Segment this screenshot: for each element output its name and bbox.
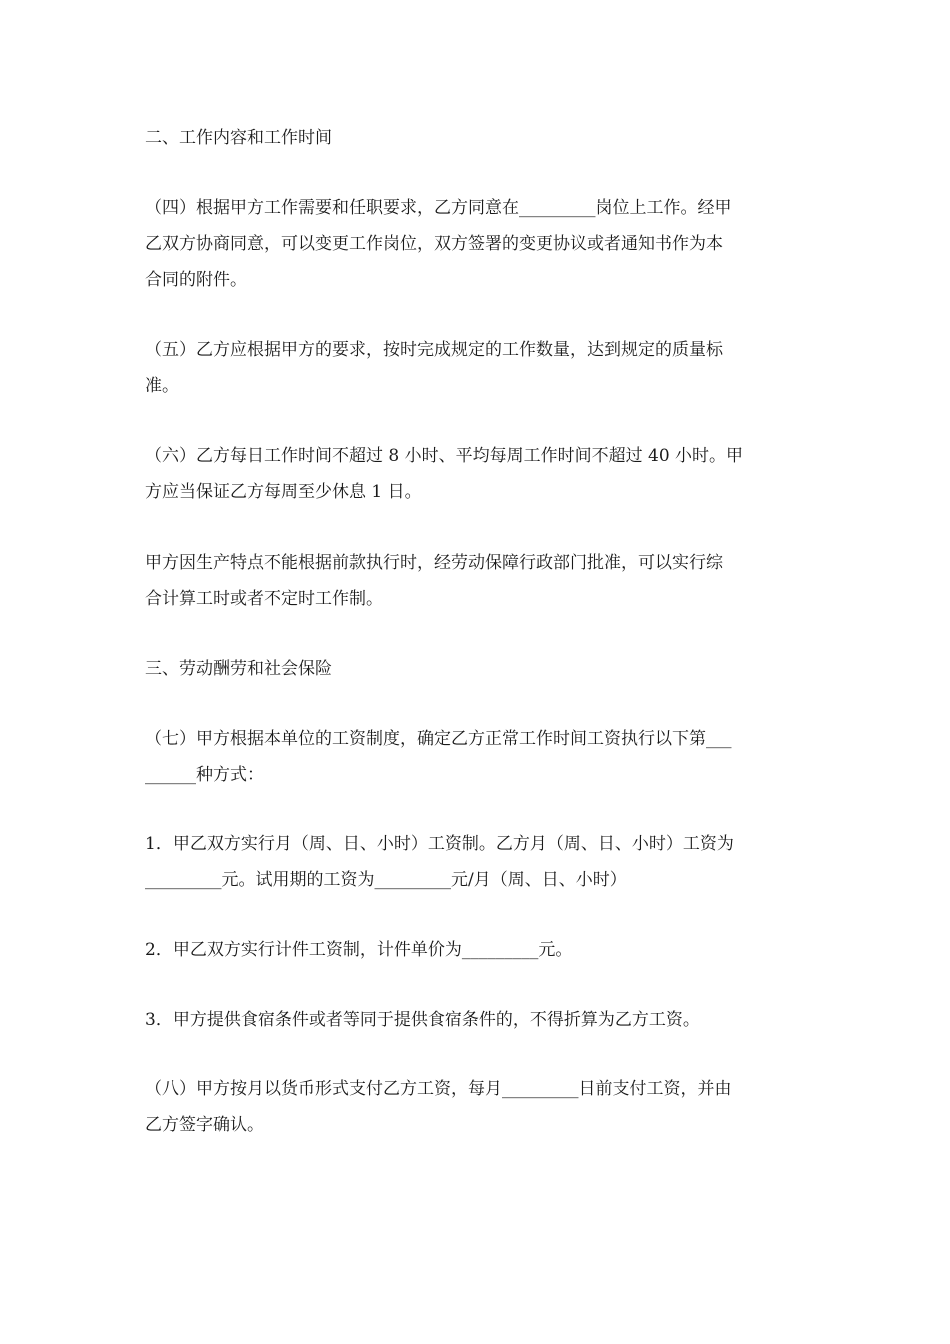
section-heading-remuneration [145, 651, 810, 687]
wage-option-1-paragraph [145, 826, 810, 898]
text-line: 合同的附件。 [145, 270, 247, 290]
text-line: （四）根据甲方工作需要和任职要求，乙方同意在_________岗位上工作。经甲 [145, 198, 732, 218]
text-line: 方应当保证乙方每周至少休息 1 日。 [145, 482, 422, 502]
text-line: 3．甲方提供食宿条件或者等同于提供食宿条件的，不得折算为乙方工资。 [145, 1010, 700, 1030]
text-line: ______种方式： [145, 765, 264, 785]
clause-8-paragraph [145, 1071, 810, 1143]
text-line: （八）甲方按月以货币形式支付乙方工资，每月_________日前支付工资，并由 [145, 1079, 732, 1099]
text-line: 乙方签字确认。 [145, 1115, 264, 1135]
text-line: 1．甲乙双方实行月（周、日、小时）工资制。乙方月（周、日、小时）工资为 [145, 834, 734, 854]
text-line: _________元。试用期的工资为_________元/月（周、日、小时） [145, 870, 627, 890]
text-line: 二、工作内容和工作时间 [145, 128, 332, 148]
clause-6-paragraph [145, 438, 810, 510]
clause-5-paragraph [145, 332, 810, 404]
text-line: 合计算工时或者不定时工作制。 [145, 589, 383, 609]
text-line: 甲方因生产特点不能根据前款执行时，经劳动保障行政部门批准，可以实行综 [145, 553, 723, 573]
text-line: （六）乙方每日工作时间不超过 8 小时、平均每周工作时间不超过 40 小时。甲 [145, 446, 744, 466]
text-line: 准。 [145, 376, 179, 396]
text-line: 2．甲乙双方实行计件工资制，计件单价为_________元。 [145, 940, 573, 960]
wage-option-3-paragraph [145, 1002, 810, 1038]
text-line: （七）甲方根据本单位的工资制度，确定乙方正常工作时间工资执行以下第___ [145, 729, 732, 749]
clause-7-paragraph [145, 721, 810, 793]
section-heading-work-content [145, 120, 810, 156]
text-line: （五）乙方应根据甲方的要求，按时完成规定的工作数量，达到规定的质量标 [145, 340, 723, 360]
text-line: 乙双方协商同意，可以变更工作岗位，双方签署的变更协议或者通知书作为本 [145, 234, 723, 254]
special-working-hours-paragraph [145, 545, 810, 617]
clause-4-paragraph [145, 190, 810, 298]
text-line: 三、劳动酬劳和社会保险 [145, 659, 332, 679]
wage-option-2-paragraph [145, 932, 810, 968]
